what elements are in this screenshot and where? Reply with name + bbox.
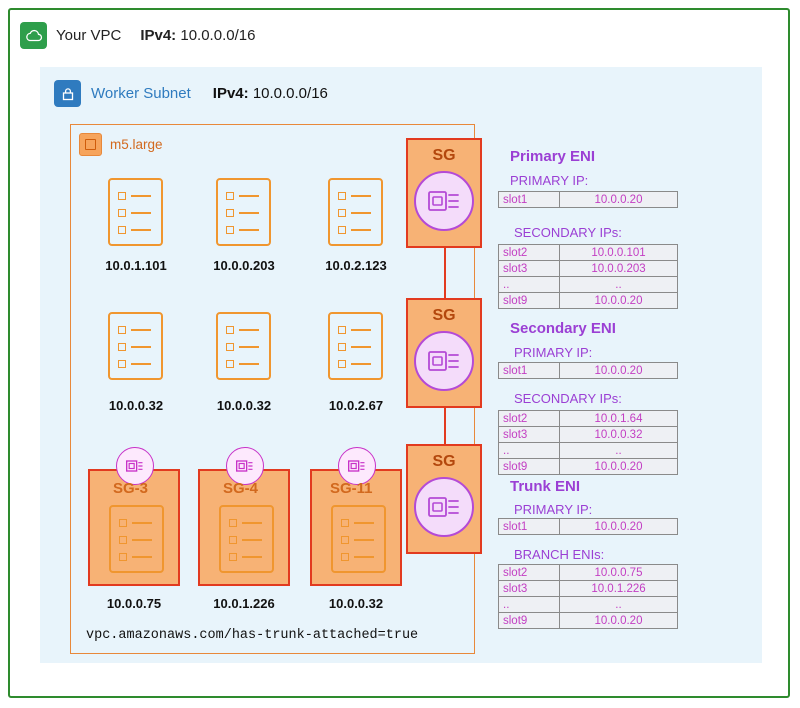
pod-card (108, 178, 163, 246)
subnet-header (54, 80, 328, 107)
instance-type-label: m5.large (110, 137, 163, 152)
branch-sg-label: SG-4 (223, 480, 259, 497)
security-group-box-secondary (406, 298, 482, 408)
slot-key: slot1 (499, 192, 560, 208)
slot-value: .. (560, 277, 678, 293)
vpc-title: Your VPC (56, 27, 122, 44)
eni-title-secondary: Secondary ENI (510, 320, 616, 337)
eni-primary-ip-table (498, 518, 678, 535)
lock-subnet-icon (54, 80, 81, 107)
slot-key: slot9 (499, 459, 560, 475)
sg-label: SG (432, 147, 456, 164)
pod-card (216, 312, 271, 380)
eni-secondary-ip-table (498, 244, 678, 309)
pod-card (108, 312, 163, 380)
trunk-attached-label: vpc.amazonaws.com/has-trunk-attached=true (86, 628, 419, 643)
subnet-cidr-label: IPv4: (212, 85, 249, 102)
eni-primary-ip-table (498, 191, 678, 208)
eni-secondary-ips-label: SECONDARY IPs: (514, 391, 622, 406)
cloud-vpc-icon (20, 22, 47, 49)
table-row (499, 459, 678, 475)
branch-sg-label: SG-3 (113, 480, 149, 497)
pod-ip-label: 10.0.2.123 (325, 258, 387, 273)
vpc-cidr-label: IPv4: (140, 27, 177, 44)
slot-value: 10.0.0.203 (560, 261, 678, 277)
sg-label: SG (432, 453, 456, 470)
table-row (499, 613, 678, 629)
table-row (499, 411, 678, 427)
slot-value: 10.0.0.20 (560, 613, 678, 629)
eni-primary-ip-label: PRIMARY IP: (514, 345, 593, 360)
eni-primary-ip-table (498, 362, 678, 379)
pod-ip-label: 10.0.0.203 (213, 258, 275, 273)
vpc-container (8, 8, 790, 698)
table-row (499, 597, 678, 613)
eni-branch-table (498, 564, 678, 629)
security-group-box-primary (406, 138, 482, 248)
subnet-cidr (213, 85, 328, 102)
branch-pod-ip-label: 10.0.0.75 (106, 596, 162, 611)
eni-icon (414, 477, 474, 537)
eni-title-trunk: Trunk ENI (510, 478, 581, 495)
table-row (499, 427, 678, 443)
pod-ip-label: 10.0.2.67 (328, 398, 384, 413)
slot-value: 10.0.0.20 (560, 459, 678, 475)
instance-chip-icon (79, 133, 102, 156)
slot-key: slot3 (499, 261, 560, 277)
eni-icon (414, 331, 474, 391)
pod-card (109, 505, 164, 573)
slot-value: 10.0.0.32 (560, 427, 678, 443)
eni-branch-enis-label: BRANCH ENIs: (514, 547, 605, 562)
slot-key: .. (499, 597, 560, 613)
vpc-cidr-value: 10.0.0.0/16 (180, 27, 256, 44)
slot-key: slot3 (499, 581, 560, 597)
slot-value: 10.0.0.20 (560, 293, 678, 309)
slot-value: 10.0.0.75 (560, 565, 678, 581)
security-group-box-trunk (406, 444, 482, 554)
slot-key: slot2 (499, 411, 560, 427)
table-row (499, 363, 678, 379)
eni-title-primary: Primary ENI (510, 148, 596, 165)
branch-sg-label: SG-11 (330, 480, 373, 497)
slot-key: slot3 (499, 427, 560, 443)
vpc-header (20, 22, 255, 49)
subnet-title: Worker Subnet (91, 85, 191, 102)
table-row (499, 565, 678, 581)
vpc-cidr (140, 27, 255, 44)
pod-card (328, 178, 383, 246)
table-row (499, 581, 678, 597)
eni-primary-ip-label: PRIMARY IP: (514, 502, 593, 517)
slot-key: slot1 (499, 519, 560, 535)
eni-icon (414, 171, 474, 231)
slot-key: .. (499, 443, 560, 459)
slot-key: slot9 (499, 613, 560, 629)
slot-value: .. (560, 597, 678, 613)
pod-card (331, 505, 386, 573)
slot-key: .. (499, 277, 560, 293)
slot-value: 10.0.0.101 (560, 245, 678, 261)
eni-secondary-ip-table (498, 410, 678, 475)
sg-label: SG (432, 307, 456, 324)
slot-key: slot9 (499, 293, 560, 309)
table-row (499, 261, 678, 277)
pod-card (219, 505, 274, 573)
subnet-cidr-value: 10.0.0.0/16 (252, 85, 328, 102)
slot-key: slot1 (499, 363, 560, 379)
slot-value: 10.0.0.20 (560, 192, 678, 208)
slot-value: 10.0.1.64 (560, 411, 678, 427)
eni-secondary-ips-label: SECONDARY IPs: (514, 225, 622, 240)
eni-primary-ip-label: PRIMARY IP: (510, 173, 589, 188)
table-row (499, 293, 678, 309)
pod-ip-label: 10.0.0.32 (216, 398, 272, 413)
pod-card (328, 312, 383, 380)
pod-ip-label: 10.0.1.101 (105, 258, 167, 273)
instance-header (79, 133, 163, 156)
table-row (499, 192, 678, 208)
branch-pod-ip-label: 10.0.0.32 (328, 596, 384, 611)
slot-value: 10.0.0.20 (560, 363, 678, 379)
slot-value: .. (560, 443, 678, 459)
table-row (499, 443, 678, 459)
table-row (499, 277, 678, 293)
slot-value: 10.0.0.20 (560, 519, 678, 535)
table-row (499, 245, 678, 261)
pod-ip-label: 10.0.0.32 (108, 398, 164, 413)
slot-key: slot2 (499, 565, 560, 581)
slot-value: 10.0.1.226 (560, 581, 678, 597)
branch-pod-ip-label: 10.0.1.226 (213, 596, 275, 611)
table-row (499, 519, 678, 535)
pod-card (216, 178, 271, 246)
slot-key: slot2 (499, 245, 560, 261)
